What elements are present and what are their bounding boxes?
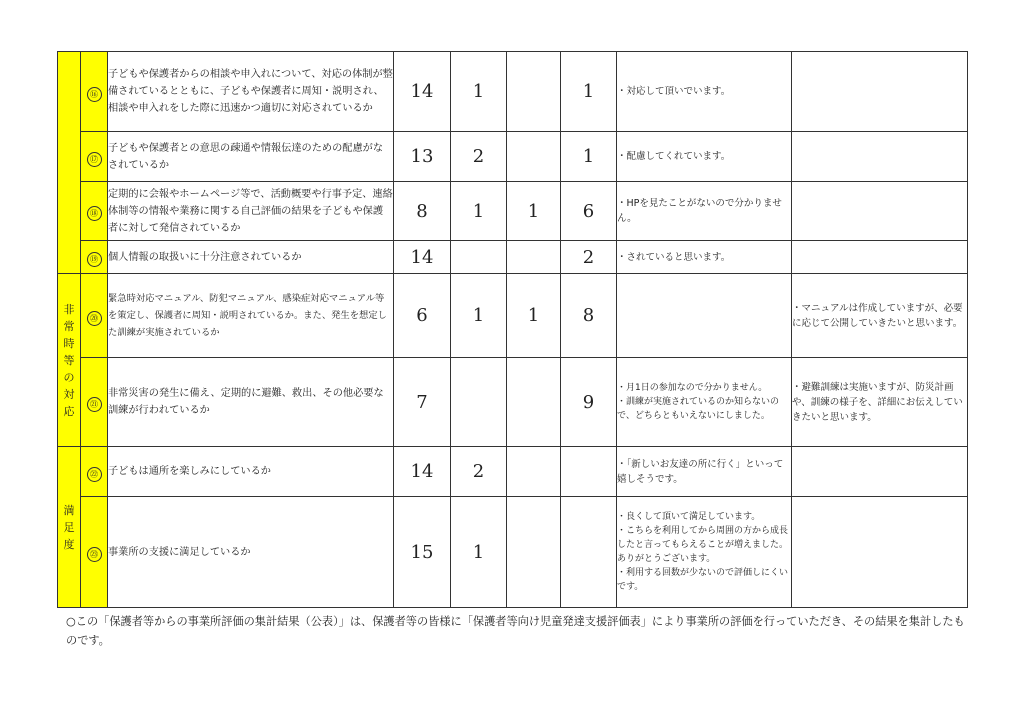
row-number: ⑯ — [81, 52, 108, 132]
count-yes: 15 — [394, 497, 451, 608]
parent-comment: ・されていると思います。 — [617, 241, 792, 274]
facility-reply — [792, 52, 968, 132]
count-no: 1 — [507, 182, 561, 241]
table-row — [58, 132, 968, 182]
parent-comment: ・月1日の参加なので分かりません。 ・訓練が実施されているのか知らないので、どちらともいえないにしました。 — [617, 358, 792, 447]
question-text: 子どもは通所を楽しみにしているか — [108, 447, 394, 497]
count-yes: 13 — [394, 132, 451, 182]
question-text: 定期的に会報やホームページ等で、活動概要や行事予定、連絡体制等の情報や業務に関する自己評価の結果を子どもや保護者に対して発信されているか — [108, 182, 394, 241]
count-unknown: 1 — [561, 52, 617, 132]
count-neutral: 1 — [451, 497, 507, 608]
table-row — [58, 447, 968, 497]
count-neutral — [451, 358, 507, 447]
category-satisfaction: 満足度 — [58, 447, 81, 608]
row-number: ㉑ — [81, 358, 108, 447]
count-yes: 14 — [394, 447, 451, 497]
row-number: ⑲ — [81, 241, 108, 274]
parent-comment: ・HPを見たことがないので分かりません。 — [617, 182, 792, 241]
facility-reply: ・マニュアルは作成していますが、必要に応じて公開していきたいと思います。 — [792, 274, 968, 358]
count-yes: 6 — [394, 274, 451, 358]
count-neutral: 1 — [451, 52, 507, 132]
row-number: ㉒ — [81, 447, 108, 497]
count-no: 1 — [507, 274, 561, 358]
facility-reply — [792, 447, 968, 497]
count-yes: 14 — [394, 52, 451, 132]
count-unknown: 1 — [561, 132, 617, 182]
count-neutral: 1 — [451, 274, 507, 358]
row-number: ⑳ — [81, 274, 108, 358]
facility-reply — [792, 182, 968, 241]
count-no — [507, 497, 561, 608]
row-number: ⑰ — [81, 132, 108, 182]
question-text: 緊急時対応マニュアル、防犯マニュアル、感染症対応マニュアル等を策定し、保護者に周知・説明されているか。また、発生を想定した訓練が実施されているか — [108, 274, 394, 358]
count-unknown: 6 — [561, 182, 617, 241]
count-no — [507, 358, 561, 447]
category-cell-previous — [58, 52, 81, 274]
row-number: ㉓ — [81, 497, 108, 608]
table-row — [58, 182, 968, 241]
facility-reply — [792, 241, 968, 274]
facility-reply: ・避難訓練は実施いますが、防災計画や、訓練の様子を、詳細にお伝えしていきたいと思います。 — [792, 358, 968, 447]
count-neutral: 1 — [451, 182, 507, 241]
table-row — [58, 497, 968, 608]
count-neutral: 2 — [451, 132, 507, 182]
count-no — [507, 132, 561, 182]
count-unknown — [561, 497, 617, 608]
facility-reply — [792, 132, 968, 182]
table-row — [58, 358, 968, 447]
table-row — [58, 241, 968, 274]
count-unknown: 8 — [561, 274, 617, 358]
category-emergency: 非常時等の対応 — [58, 274, 81, 447]
table-row — [58, 274, 968, 358]
count-yes: 8 — [394, 182, 451, 241]
question-text: 非常災害の発生に備え、定期的に避難、救出、その他必要な訓練が行われているか — [108, 358, 394, 447]
count-yes: 7 — [394, 358, 451, 447]
count-unknown: 9 — [561, 358, 617, 447]
facility-reply — [792, 497, 968, 608]
parent-comment: ・対応して頂いでいます。 — [617, 52, 792, 132]
question-text: 子どもや保護者からの相談や申入れについて、対応の体制が整備されているとともに、子どもや保護者に周知・説明され、相談や申入れをした際に迅速かつ適切に対応されているか — [108, 52, 394, 132]
count-neutral — [451, 241, 507, 274]
count-neutral: 2 — [451, 447, 507, 497]
count-no — [507, 447, 561, 497]
footnote: ○この「保護者等からの事業所評価の集計結果（公表）」は、保護者等の皆様に「保護者等向け児童発達支援評価表」により事業所の評価を行っていただき、その結果を集計したものです。 — [66, 615, 965, 647]
row-number: ⑱ — [81, 182, 108, 241]
count-no — [507, 52, 561, 132]
parent-comment: ・「新しいお友達の所に行く」といって嬉しそうです。 — [617, 447, 792, 497]
question-text: 個人情報の取扱いに十分注意されているか — [108, 241, 394, 274]
count-no — [507, 241, 561, 274]
count-unknown — [561, 447, 617, 497]
parent-comment: ・配慮してくれています。 — [617, 132, 792, 182]
parent-comment: ・良くして頂いて満足しています。 ・こちらを利用してから周囲の方から成長したと言ってもらえることが増えました。ありがとうございます。 ・利用する回数が少ないので評価しにくいです。 — [617, 497, 792, 608]
evaluation-table — [57, 51, 968, 608]
question-text: 事業所の支援に満足しているか — [108, 497, 394, 608]
count-unknown: 2 — [561, 241, 617, 274]
table-row — [58, 52, 968, 132]
question-text: 子どもや保護者との意思の疎通や情報伝達のための配慮がなされているか — [108, 132, 394, 182]
parent-comment — [617, 274, 792, 358]
count-yes: 14 — [394, 241, 451, 274]
